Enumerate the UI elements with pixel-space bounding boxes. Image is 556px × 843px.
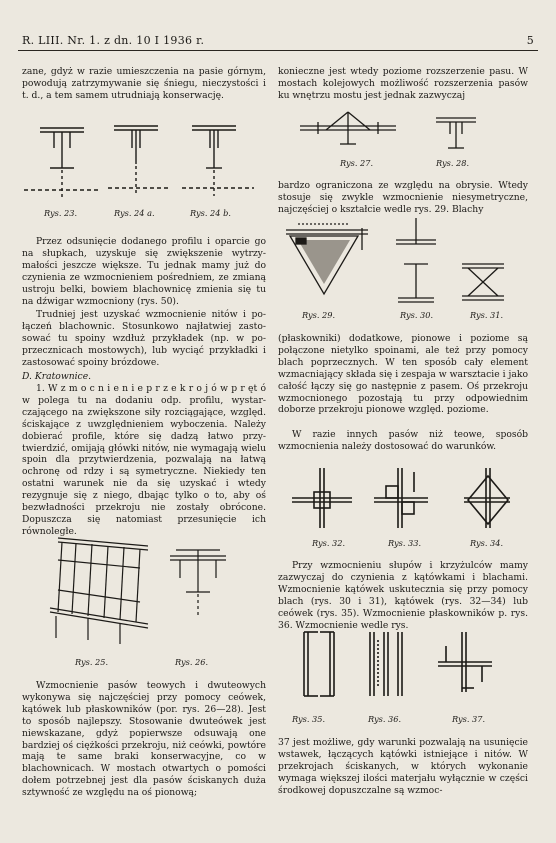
- left-paragraph-1: zane, gdyż w razie umieszczenia na pasie górnym, powodują zatrzymywanie się śniegu, nieczystości i t. d., a tem samem utrudniają konserwację.: [22, 66, 266, 101]
- caption-rys-32: Rys. 32.: [312, 538, 346, 548]
- caption-rys-24b: Rys. 24 b.: [190, 208, 231, 218]
- spaced-lead: 1. W z m o c n i e n i e p r z e k r o j ó w p r ęt ó w: [22, 383, 266, 406]
- page-number: 5: [526, 34, 534, 47]
- caption-rys-24a: Rys. 24 a.: [114, 208, 155, 218]
- header-issue: R. LIII. Nr. 1. z dn. 10 I 1936 r.: [22, 34, 205, 47]
- caption-rys-30: Rys. 30.: [400, 310, 434, 320]
- left-paragraph-4: [22, 383, 266, 538]
- caption-rys-29: Rys. 29.: [302, 310, 336, 320]
- right-paragraph-6: 37 jest możliwe, gdy warunki pozwalają na usunięcie wstawek, łączących kątówki istniejące i nitów. W przekrojach ściskanych, w których wykonanie wymaga większej ilości materjału wyłącznie w części środkowej dopuszczalne są wzmoc-: [278, 737, 528, 796]
- left-paragraph-3: Trudniej jest uzyskać wzmocnienie nitów i połączeń blachownic. Stosunkowo najłatwiej zastosować tu spoiny wzdłuż przykładek (np. w poprzecznicach mostowych), lub wyciąć przykładki i zastosować spoiny brózdowe.: [22, 309, 266, 368]
- caption-rys-27: Rys. 27.: [340, 158, 374, 168]
- figure-35-37: [278, 626, 528, 706]
- right-paragraph-1: konieczne jest wtedy poziome rozszerzenie pasu. W mostach kolejowych możliwość rozszerzenia pasów ku wnętrzu mostu jest jednak zazwyczaj: [278, 66, 528, 101]
- caption-rys-37: Rys. 37.: [452, 714, 486, 724]
- caption-rys-31: Rys. 31.: [470, 310, 504, 320]
- figure-32-34: [278, 462, 528, 532]
- caption-rys-35: Rys. 35.: [292, 714, 326, 724]
- caption-rys-28: Rys. 28.: [436, 158, 470, 168]
- right-paragraph-2: bardzo ograniczona ze względu na obrysie. Wtedy stosuje się zwykle wzmocnienie niesymetryczne, najczęściej o kształcie wedle rys. 29. Blachy: [278, 180, 528, 215]
- figure-25-26: [30, 520, 270, 650]
- right-paragraph-4: W razie innych pasów niż teowe, sposób wzmocnienia należy dostosować do warunków.: [278, 429, 528, 452]
- header-rule: [18, 50, 538, 51]
- section-heading: D. Kratownice.: [22, 371, 92, 382]
- caption-rys-25: Rys. 25.: [75, 657, 109, 667]
- left-paragraph-2: Przez odsunięcie dodanego profilu i oparcie go na słupkach, uzyskuje się zwiększenie wytrzymałości jeszcze większe. Tu jednak mamy już do czynienia ze wzmocnieniem pośredniem, ze zmianą ustroju belki, bowiem blachownicę zmienia się tu na dźwigar wzmocniony (rys. 50).: [22, 236, 266, 307]
- left-paragraph-5: Wzmocnienie pasów teowych i dwuteowych wykonywa się najczęściej przy pomocy ceówek, kątówek lub płaskowników (por. rys. 26—28). Jest to sposób najlepszy. Stosowanie dwuteówek jest niewskazane, gdyż popierwsze odsuwają one bardziej oś ciężkości przekroju, niż ceówki, powtóre mają te same braki konserwacyjne, co w blachownicach. W mostach otwartych o pomości dołem potrzebnej jest dla pasów ściskanych duża sztywność ze względu na oś pionową;: [22, 680, 266, 799]
- caption-rys-34: Rys. 34.: [470, 538, 504, 548]
- figure-23-24: [22, 108, 266, 218]
- caption-rys-23: Rys. 23.: [44, 208, 78, 218]
- figure-27-28: [278, 108, 528, 158]
- left-paragraph-4-body: polega tu na dodaniu odp. profilu, wystarczającego na zwiększone siły rozciągające, względ. ściskające z uwzględnieniem wyboczenia. Należy dobierać profile, które się dadzą łatwo przytwierdzić, omijają główki nitów, nie wymagają wielu spoin dla przytwierdzenia, pozwalają na łatwą ochronę od rdzy i są symetryczne. Niekiedy ten ostatni warunek nie da się uzyskać i wtedy rezygnuje się z niego, dbając tylko o to, aby oś bezwładności przekroju nie zostały obrócone. Dopuszcza się natomiast przesunięcie ich równoległe.: [22, 394, 266, 537]
- caption-rys-33: Rys. 33.: [388, 538, 422, 548]
- caption-rys-36: Rys. 36.: [368, 714, 402, 724]
- right-paragraph-3: (płaskowniki) dodatkowe, pionowe i poziome są połączone nietylko spoinami, ale też przy pomocy blach poprzecznych. W ten sposób cały element wzmacniający składa się i zespaja w warsztacie i jako całość łączy się go następnie z pasem. Oś przekroju wzmocnionego pozostają tu przy odpowiednim doborze przekroju pionowe względ. poziome.: [278, 333, 528, 416]
- figure-29-31: [278, 218, 528, 318]
- running-header: [22, 34, 534, 47]
- right-paragraph-5: Przy wzmocnieniu słupów i krzyżulców mamy zazwyczaj do czynienia z kątówkami i blachami. Wzmocnienie kątówek uskutecznia się przy pomocy blach (rys. 30 i 31), kątówek (rys. 32—34) lub ceówek (rys. 35). Wzmocnienie płaskowników p. rys. 36. Wzmocnienie wedle rys.: [278, 560, 528, 631]
- caption-rys-26: Rys. 26.: [175, 657, 209, 667]
